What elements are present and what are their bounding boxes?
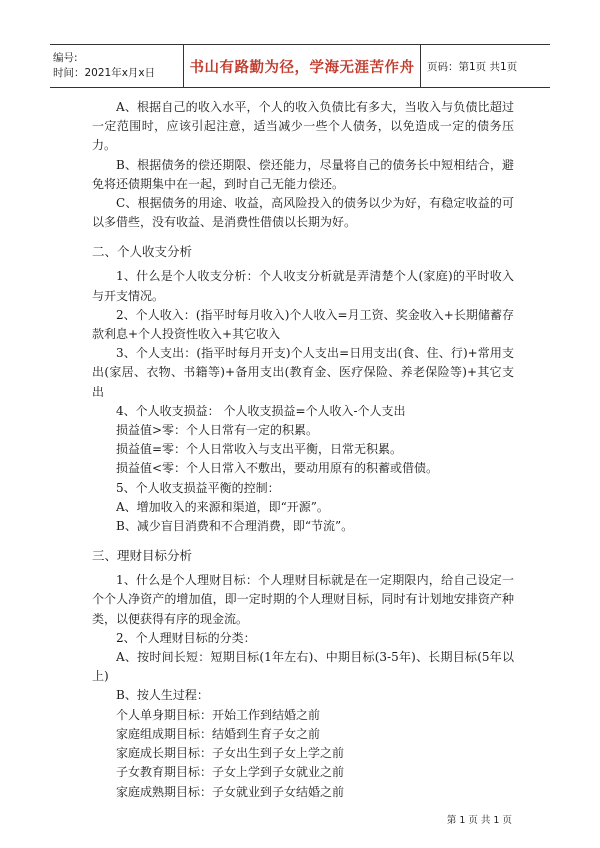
section-3-heading: 三、理财目标分析 <box>92 548 193 564</box>
s2-item-2: 2、个人收入：(指平时每月收入)个人收入=月工资、奖金收入+长期储蓄存款利息+个人投资性收入+其它收入 <box>92 307 514 342</box>
paragraph-a: A、根据自己的收入水平，个人的收入负债比有多大，当收入与负债比超过一定范围时，应该引起注意，适当减少一些个人债务，以免造成一定的债务压力。 <box>92 100 514 153</box>
header-page-cell <box>421 45 550 87</box>
s3-item-1: 1、什么是个人理财目标：个人理财目标就是在一定期限内，给自己设定一个个人净资产的增加值，即一定时期的个人理财目标，同时有计划地安排资产种类，以便获得有序的现金流。 <box>92 573 514 626</box>
s3-life-stage-4: 子女教育期目标：子女上学到子女就业之前 <box>116 765 345 780</box>
s2-item-4: 4、个人收支损益： 个人收支损益=个人收入-个人支出 <box>116 403 406 418</box>
s3-life-stage-2: 家庭组成期目标：结婚到生育子女之前 <box>116 726 321 741</box>
header-motto-cell <box>183 45 421 87</box>
s2-item-3: 3、个人支出：(指平时每月开支)个人支出=日用支出(食、住、行)+常用支出(家居、衣物、书籍等)+备用支出(教育金、医疗保险、养老保险等)+其它支出 <box>92 346 514 399</box>
s2-item-5: 5、个人收支损益平衡的控制： <box>116 480 280 495</box>
s3-item-2: 2、个人理财目标的分类： <box>116 630 256 645</box>
header-meta <box>50 45 183 87</box>
page-label: 页码：第1页 共1页 <box>427 60 518 73</box>
motto-text: 书山有路勤为径，学海无涯苦作舟 <box>189 59 415 76</box>
s3-life-stage-1: 个人单身期目标：开始工作到结婚之前 <box>116 707 321 722</box>
paragraph-c: C、根据债务的用途、收益，高风险投入的债务以少为好，有稳定收益的可以多借些，没有收益、是消费性借债以长期为好。 <box>92 196 514 230</box>
section-2-heading: 二、个人收支分析 <box>92 244 193 260</box>
number-label: 编号: <box>53 52 78 64</box>
s2-item-5b: B、减少盲目消费和不合理消费，即“节流”。 <box>116 519 354 534</box>
s3-life-stage-5: 家庭成熟期目标：子女就业到子女结婚之前 <box>116 784 345 799</box>
s2-item-5a: A、增加收入的来源和渠道，即“开源”。 <box>116 499 329 514</box>
s2-item-4b: 损益值=零：个人日常收入与支出平衡，日常无积累。 <box>116 442 403 457</box>
s2-item-4c: 损益值<零：个人日常入不敷出，要动用原有的积蓄或借债。 <box>116 461 439 476</box>
s3-life-stage-3: 家庭成长期目标：子女出生到子女上学之前 <box>116 746 345 761</box>
s3-item-2b: B、按人生过程： <box>116 688 209 703</box>
s3-item-2a: A、按时间长短：短期目标(1年左右)、中期目标(3-5年)、长期目标(5年以上) <box>92 650 514 684</box>
page-footer: 第 1 页 共 1 页 <box>446 815 512 826</box>
paragraph-b: B、根据债务的偿还期限、偿还能力，尽量将自己的债务长中短相结合，避免将还债期集中在一起，到时自己无能力偿还。 <box>92 157 514 191</box>
document-body <box>92 98 514 802</box>
s2-item-4a: 损益值>零：个人日常有一定的积累。 <box>116 423 319 438</box>
s2-item-1: 1、什么是个人收支分析：个人收支分析就是弄清楚个人(家庭)的平时收入与开支情况。 <box>92 269 514 303</box>
time-label: 时间：2021年x月x日 <box>53 67 156 79</box>
page-header <box>50 44 550 88</box>
